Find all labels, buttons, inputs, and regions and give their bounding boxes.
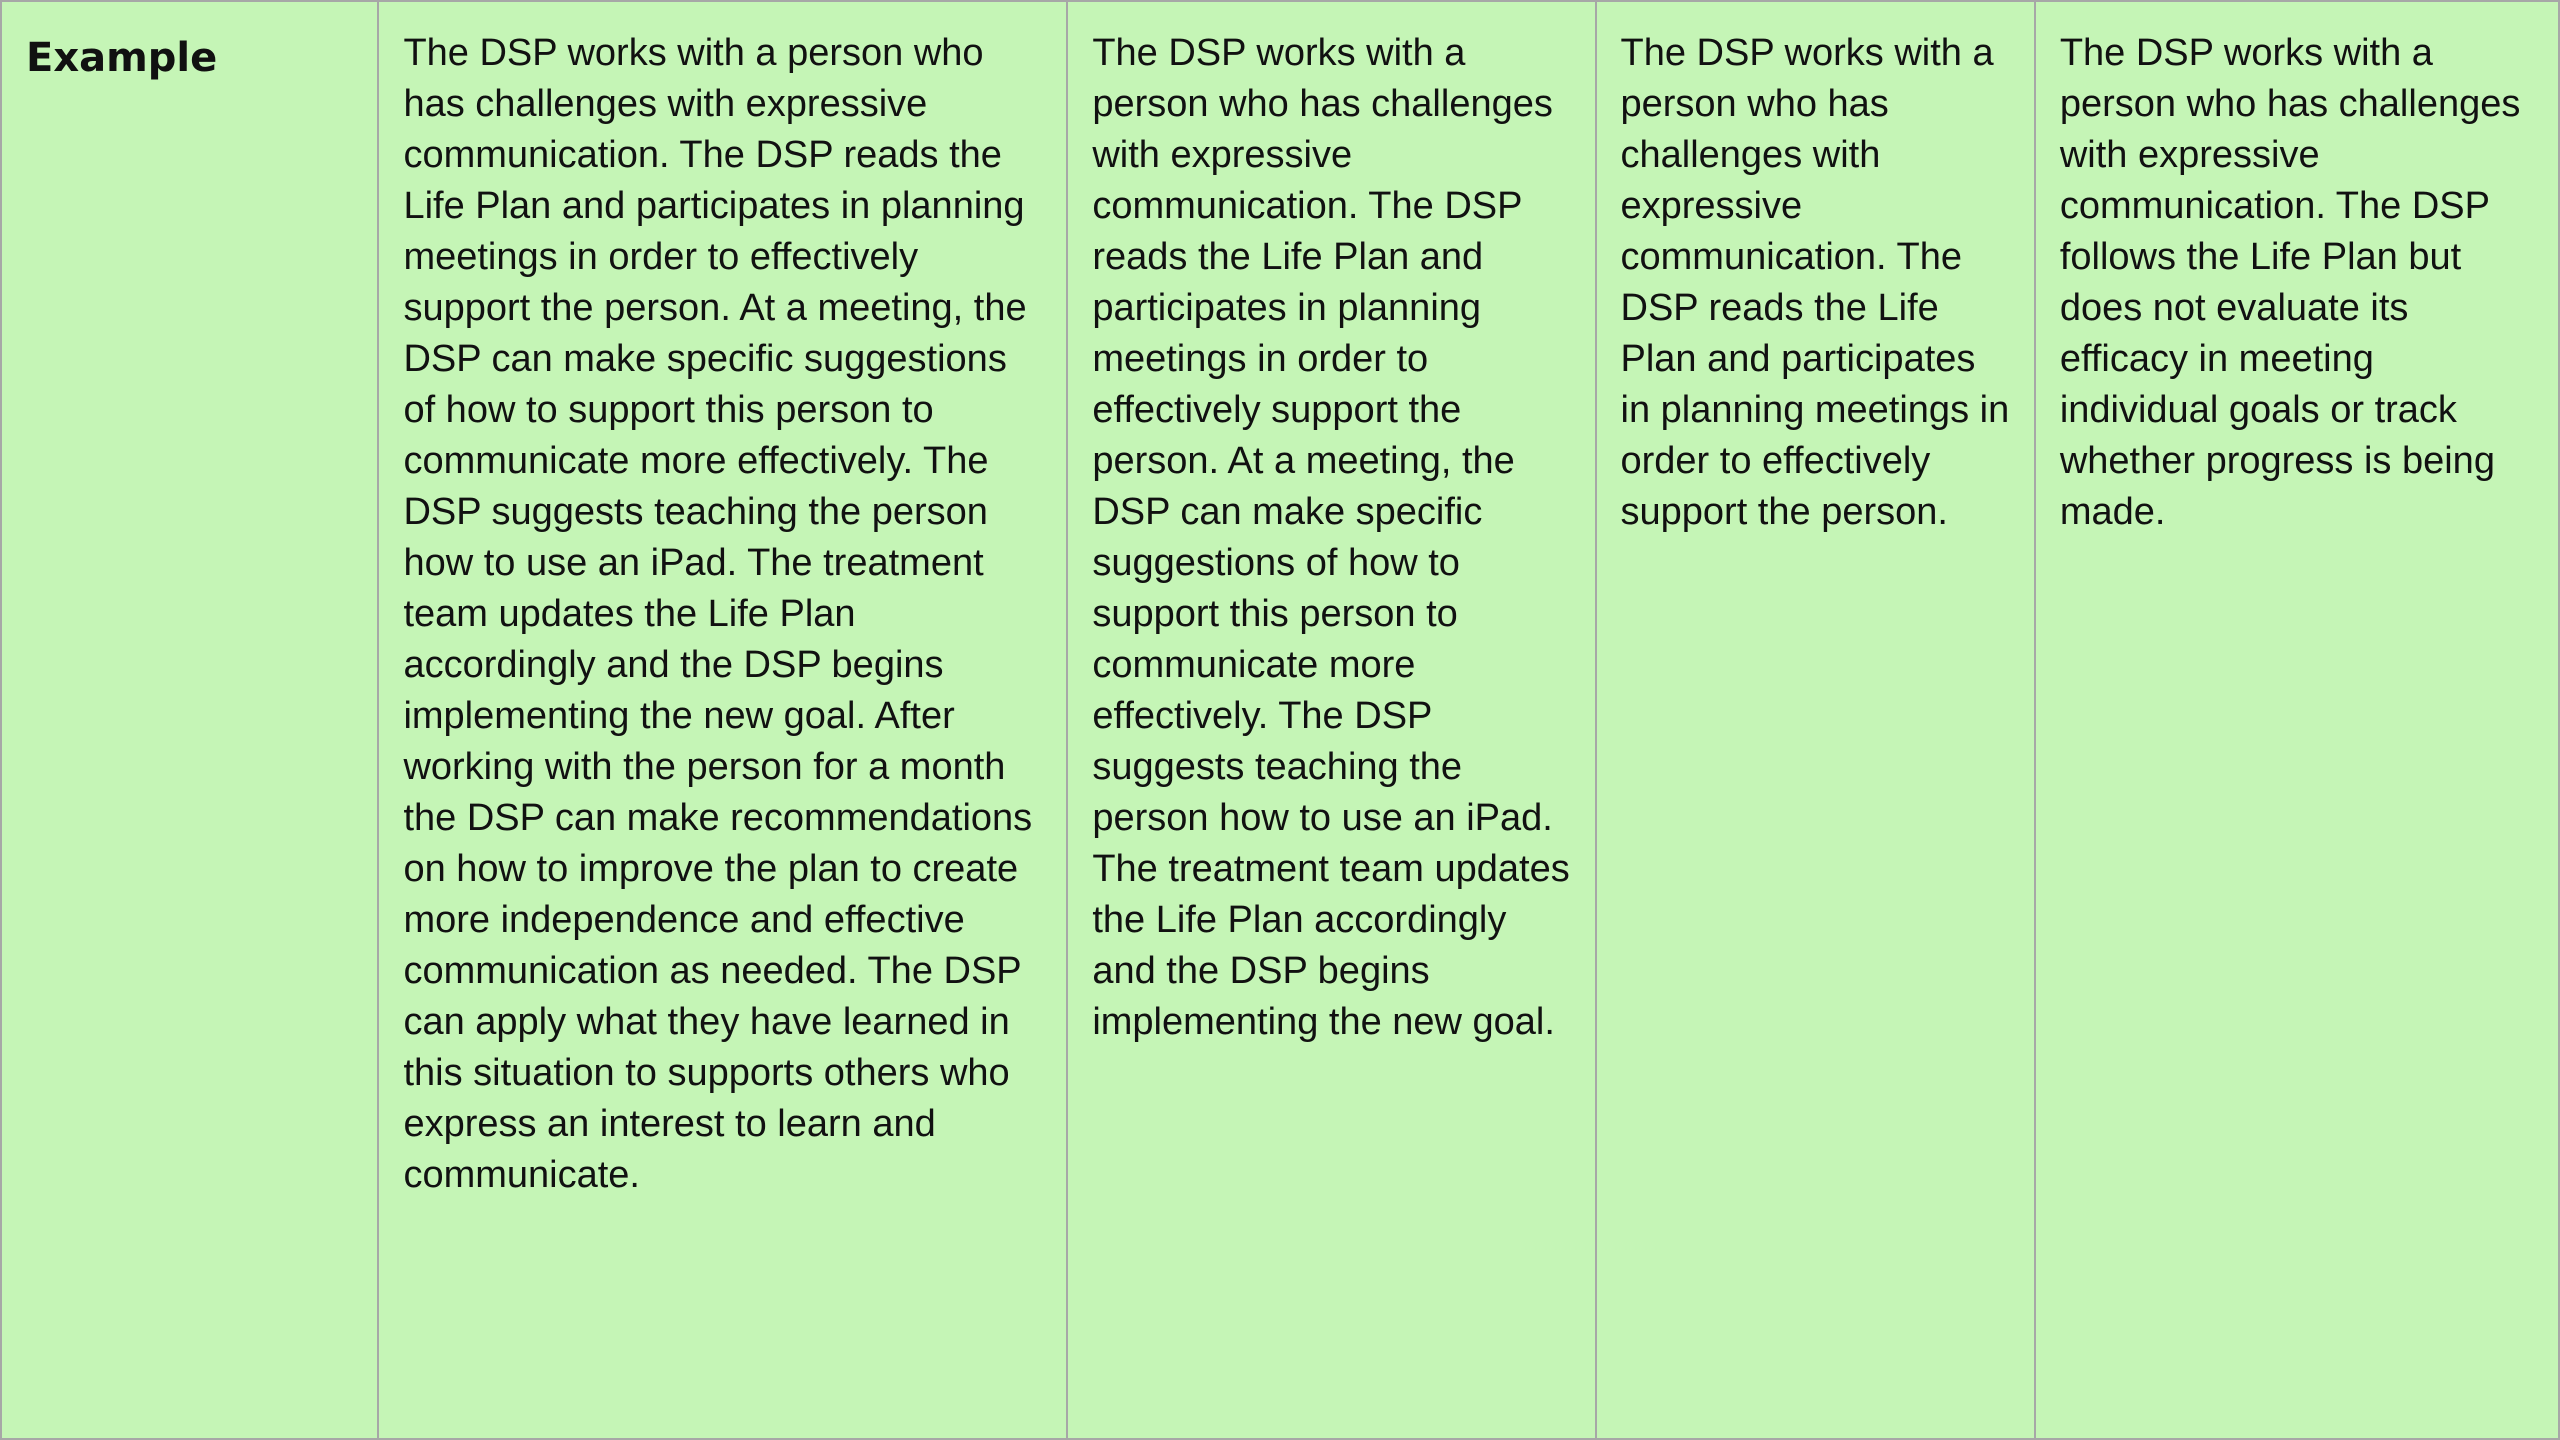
cell-text-2: The DSP works with a person who has challenges with expressive communication. The DSP reads the Life Plan and participates in planning meetings in order to effectively support the person. At a meeting, the DSP can make specific suggestions of how to support this person to communicate more effectively. The DSP suggests teaching the person how to use an iPad. The treatment team updates the Life Plan accordingly and the DSP begins implementing the new goal. xyxy=(1092,32,1570,1043)
cell-text-3: The DSP works with a person who has challenges with expressive communication. The DSP reads the Life Plan and participates in planning meetings in order to effectively support the person. xyxy=(1620,32,2010,533)
table-cell-2 xyxy=(1066,2,1594,1438)
table-cell-4 xyxy=(2034,2,2558,1438)
cell-text-1: The DSP works with a person who has challenges with expressive communication. The DSP reads the Life Plan and participates in planning meetings in order to effectively support the person. At a meeting, the DSP can make specific suggestions of how to support this person to communicate more effectively. The DSP suggests teaching the person how to use an iPad. The treatment team updates the Life Plan accordingly and the DSP begins implementing the new goal. After working with the person for a month the DSP can make recommendations on how to improve the plan to create more independence and effective communication as needed. The DSP can apply what they have learned in this situation to supports others who express an interest to learn and communicate. xyxy=(403,32,1033,1196)
cell-text-4: The DSP works with a person who has challenges with expressive communication. The DSP follows the Life Plan but does not evaluate its efficacy in meeting individual goals or track whether progress is being made. xyxy=(2059,32,2521,533)
table-cell-3 xyxy=(1595,2,2034,1438)
row-label-cell xyxy=(2,2,377,1438)
row-label: Example xyxy=(26,35,218,81)
table-cell-1 xyxy=(377,2,1066,1438)
